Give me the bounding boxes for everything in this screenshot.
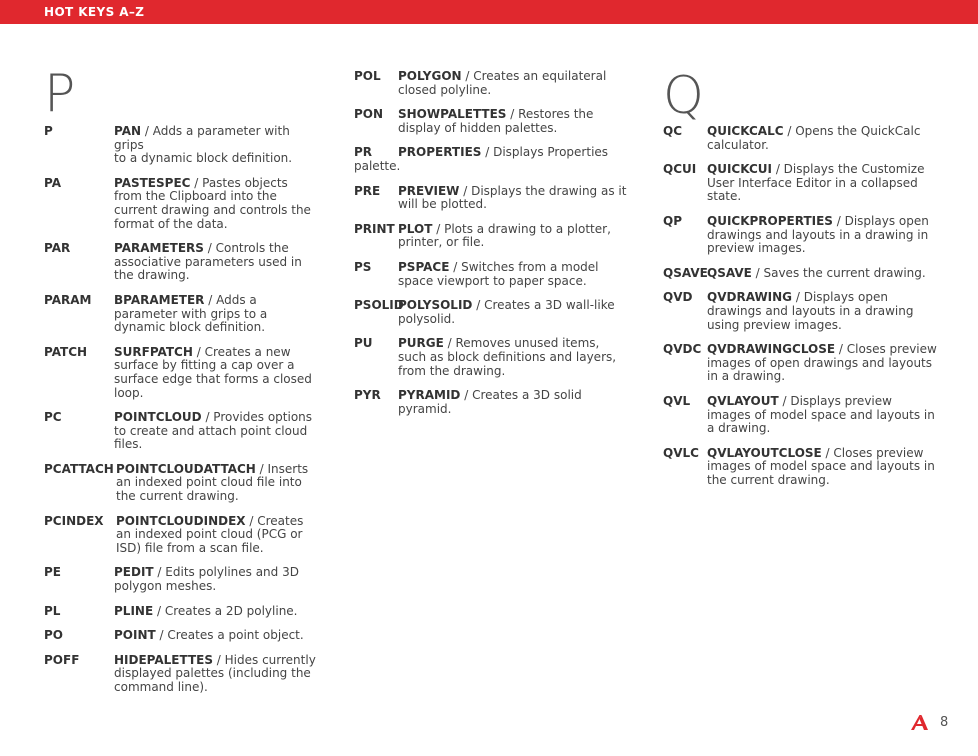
hotkey-desc: / Controls the associative parameters used in the drawing. <box>114 241 302 283</box>
hotkey-desc: / Hides currently displayed palettes (including the command line). <box>114 652 316 694</box>
hotkey-abbr: POFF <box>44 652 80 667</box>
hotkey-entry <box>44 605 316 619</box>
hotkey-desc: / Displays the Customize User Interface Editor in a collapsed state. <box>707 162 925 204</box>
hotkey-command: PASTESPEC <box>114 175 191 190</box>
hotkey-entry <box>354 70 629 97</box>
hotkey-command: PEDIT <box>114 565 154 580</box>
hotkey-command: QVLAYOUTCLOSE <box>707 445 822 460</box>
hotkey-abbr: QVLC <box>663 445 699 460</box>
column-1 <box>44 125 316 706</box>
hotkey-command: PSPACE <box>398 259 450 274</box>
hotkey-abbr: PCINDEX <box>44 513 104 528</box>
hotkey-entry <box>44 242 316 283</box>
hotkey-entry <box>44 411 316 452</box>
hotkey-abbr: QVL <box>663 393 691 408</box>
hotkey-entry <box>663 215 938 256</box>
hotkey-entry <box>354 261 629 288</box>
hotkey-desc: / Creates a 3D solid pyramid. <box>398 388 582 416</box>
hotkey-abbr: QCUI <box>663 162 697 177</box>
header-bar <box>0 0 978 24</box>
hotkey-command: QSAVE <box>707 265 752 280</box>
hotkey-entry <box>44 125 316 166</box>
hotkey-command: PARAMETERS <box>114 241 204 256</box>
hotkey-command: PLOT <box>398 221 433 236</box>
hotkey-desc: / Saves the current drawing. <box>751 265 926 280</box>
column-3 <box>663 125 938 498</box>
hotkey-command: SHOWPALETTES <box>398 107 507 122</box>
hotkey-desc: / Switches from a model space viewport to paper space. <box>398 259 599 288</box>
hotkey-command: QUICKCUI <box>707 162 772 177</box>
hotkey-entry <box>44 566 316 593</box>
hotkey-command: SURFPATCH <box>114 344 193 359</box>
hotkey-abbr: QP <box>663 213 682 228</box>
hotkey-desc: / Adds a parameter with grips to a dynamic block definition. <box>114 124 293 166</box>
hotkey-entry <box>354 337 629 378</box>
hotkey-abbr: PA <box>44 175 61 190</box>
section-letter-q: Q <box>663 66 704 126</box>
hotkey-entry <box>354 108 629 135</box>
section-letter-p: P <box>44 64 76 124</box>
hotkey-command: QUICKPROPERTIES <box>707 213 833 228</box>
hotkey-desc: / Removes unused items, such as block definitions and layers, from the drawing. <box>398 336 617 378</box>
hotkey-entry <box>663 291 938 332</box>
header-title: HOT KEYS A–Z <box>44 5 145 19</box>
hotkey-desc: / Adds a parameter with grips to a dynamic block definition. <box>114 292 268 335</box>
hotkey-command: PAN <box>114 124 142 138</box>
hotkey-command: QUICKCALC <box>707 124 784 138</box>
hotkey-abbr: QVD <box>663 290 693 305</box>
hotkey-command: QVDRAWINGCLOSE <box>707 342 836 357</box>
hotkey-entry <box>354 299 629 326</box>
hotkey-abbr: PRINT <box>354 221 395 236</box>
hotkey-abbr: PON <box>354 107 384 122</box>
hotkey-desc: / Inserts an indexed point cloud file into the current drawing. <box>116 461 309 504</box>
hotkey-command: HIDEPALETTES <box>114 652 213 667</box>
hotkey-desc: / Creates a 2D polyline. <box>153 603 298 618</box>
hotkey-entry <box>44 294 316 335</box>
hotkey-entry <box>663 125 938 152</box>
page-number: 8 <box>940 715 949 730</box>
hotkey-command: PROPERTIES <box>398 145 482 160</box>
hotkey-entry <box>663 163 938 204</box>
hotkey-desc: / Creates an indexed point cloud (PCG or ISD) file from a scan file. <box>116 513 304 555</box>
hotkey-abbr: PL <box>44 603 61 618</box>
hotkey-abbr: PAR <box>44 241 71 256</box>
hotkey-desc: / Creates a 3D wall-like polysolid. <box>398 298 615 326</box>
hotkey-abbr: PRE <box>354 183 381 198</box>
hotkey-abbr: PSOLID <box>354 298 404 313</box>
hotkey-command: QVLAYOUT <box>707 393 779 408</box>
hotkey-desc: / Displays open drawings and layouts in a drawing using preview images. <box>707 290 914 332</box>
hotkey-desc: / Creates a new surface by fitting a cap over a surface edge that forms a closed loop. <box>114 344 312 400</box>
hotkey-command: POINTCLOUD <box>114 410 202 425</box>
hotkey-command: PURGE <box>398 336 444 351</box>
hotkey-command: POINTCLOUDATTACH <box>116 461 256 476</box>
hotkey-entry <box>663 395 938 436</box>
hotkey-entry <box>663 343 938 384</box>
hotkey-desc: / Creates a point object. <box>155 628 304 643</box>
hotkey-desc: / Provides options to create and attach point cloud files. <box>114 410 313 452</box>
hotkey-entry <box>663 267 938 281</box>
hotkey-desc: / Opens the QuickCalc calculator. <box>707 124 921 152</box>
hotkey-entry <box>44 346 316 400</box>
hotkey-command: PYRAMID <box>398 388 461 403</box>
hotkey-desc: / Displays Properties palette. <box>354 145 609 173</box>
hotkey-abbr: PCATTACH <box>44 461 114 476</box>
column-2 <box>354 70 629 427</box>
hotkey-abbr: PC <box>44 410 62 425</box>
hotkey-command: POLYSOLID <box>398 298 473 313</box>
hotkey-command: POINT <box>114 628 156 643</box>
hotkey-desc: / Displays open drawings and layouts in a drawing in preview images. <box>707 213 929 256</box>
hotkey-abbr: PATCH <box>44 344 88 359</box>
hotkey-desc: / Closes preview images of model space and layouts in the current drawing. <box>707 445 935 487</box>
hotkey-command: PLINE <box>114 603 154 618</box>
hotkey-command: PREVIEW <box>398 183 460 198</box>
hotkey-abbr: PE <box>44 565 61 580</box>
hotkey-abbr: PS <box>354 259 372 274</box>
hotkey-abbr: POL <box>354 69 381 83</box>
hotkey-abbr: PO <box>44 628 63 643</box>
autodesk-logo-icon <box>911 715 928 730</box>
hotkey-desc: / Creates an equilateral closed polyline. <box>398 69 607 97</box>
hotkey-abbr: PARAM <box>44 292 92 307</box>
hotkey-desc: / Restores the display of hidden palettes. <box>398 107 594 135</box>
hotkey-entry <box>44 654 316 695</box>
hotkey-abbr: PU <box>354 336 373 351</box>
hotkey-abbr: QC <box>663 124 683 138</box>
hotkey-desc: / Closes preview images of open drawings and layouts in a drawing. <box>707 342 937 384</box>
hotkey-entry <box>354 223 629 250</box>
hotkey-entry <box>354 389 629 416</box>
hotkey-desc: / Edits polylines and 3D polygon meshes. <box>114 565 299 594</box>
hotkey-desc: / Displays preview images of model space and layouts in a drawing. <box>707 393 935 436</box>
hotkey-entry <box>44 629 316 643</box>
hotkey-command: POINTCLOUDINDEX <box>116 513 246 528</box>
hotkey-command: BPARAMETER <box>114 292 205 307</box>
hotkey-desc: / Displays the drawing as it will be plotted. <box>398 183 627 212</box>
hotkey-abbr: P <box>44 124 53 138</box>
hotkey-abbr: QSAVE <box>663 265 708 280</box>
hotkey-entry <box>44 463 316 504</box>
hotkey-entry <box>663 447 938 488</box>
hotkey-command: QVDRAWING <box>707 290 793 305</box>
hotkey-abbr: QVDC <box>663 342 702 357</box>
hotkey-command: POLYGON <box>398 69 462 83</box>
hotkey-entry <box>44 177 316 231</box>
hotkey-entry <box>354 185 629 212</box>
hotkey-entry <box>354 146 629 173</box>
hotkey-desc: / Plots a drawing to a plotter, printer, or file. <box>398 221 611 250</box>
hotkey-desc: / Pastes objects from the Clipboard into the current drawing and controls the format of the data. <box>114 175 311 231</box>
hotkey-abbr: PR <box>354 145 373 160</box>
hotkey-abbr: PYR <box>354 388 381 403</box>
hotkey-entry <box>44 515 316 556</box>
